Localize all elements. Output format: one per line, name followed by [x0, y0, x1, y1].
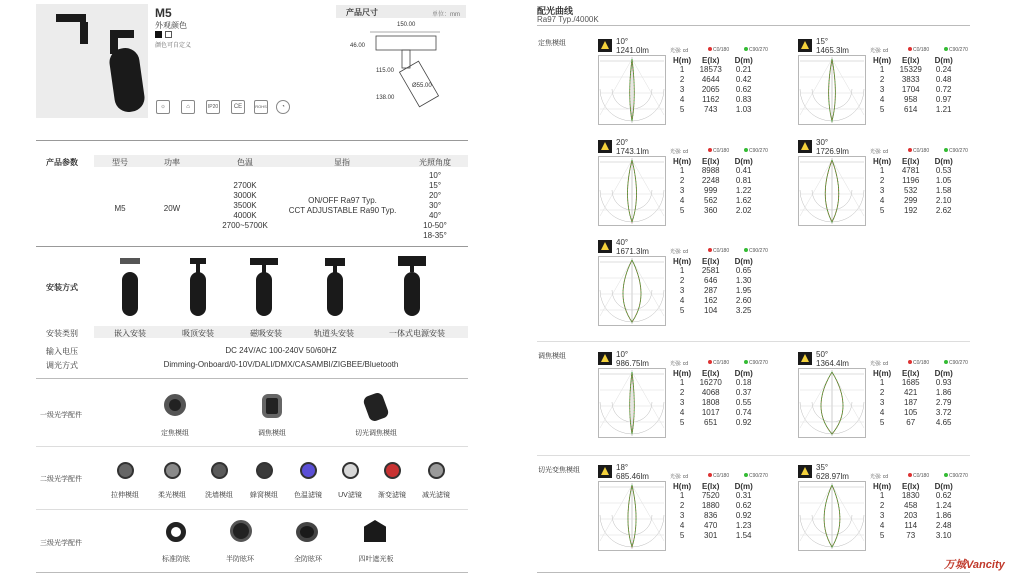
illuminance-table: H(m) E(lx) D(m) 1 16270 0.18 2 4068 0.37 3 1808 0.55 4 1017 0.74 5 651 0.92: [670, 369, 760, 428]
legend-c90: C90/270: [944, 148, 968, 154]
legend-c90: C90/270: [744, 148, 768, 154]
light-card: [598, 238, 770, 330]
install-type-surface: 吸顶安装: [182, 329, 214, 338]
table-row: 3 287 1.95: [679, 286, 752, 295]
beam-icon: [798, 352, 812, 365]
secondary-accessory-label: 洗墙模组: [205, 492, 233, 499]
secondary-accessory-label: 渐变滤镜: [378, 492, 406, 499]
illuminance-table: H(m) E(lx) D(m) 1 15329 0.24 2 3833 0.48 3 1704 0.72 4 958 0.97 5 614 1.21: [870, 56, 960, 115]
light-card: [598, 37, 770, 129]
luminous-flux: 1743.1lm: [616, 147, 649, 156]
section-zoom: 调焦模组: [538, 353, 566, 360]
table-row: 1 7520 0.31: [679, 491, 752, 500]
beam-angle: 10°: [616, 37, 629, 46]
primary-accessory-1: 定焦模组: [161, 430, 189, 437]
table-row: 1 1685 0.93: [879, 378, 952, 387]
size-unit: 单位：mm: [432, 12, 460, 18]
luminous-flux: 986.75lm: [616, 359, 649, 368]
legend-c0: C0/180: [708, 47, 729, 53]
ugr-icon: ◔: [276, 100, 290, 114]
secondary-accessories-label: 二级光学配件: [40, 476, 82, 483]
table-row: 4 114 2.48: [879, 521, 952, 530]
dim-diameter: Ø55.00: [412, 83, 432, 89]
install-type-integrated: 一体式电源安装: [389, 329, 445, 338]
luminous-flux: 1364.4lm: [816, 359, 849, 368]
fixture-magnetic: [250, 258, 278, 318]
beam-angle: 30°: [816, 138, 829, 147]
illuminance-table: H(m) E(lx) D(m) 1 7520 0.31 2 1880 0.62 3 836 0.92 4 470 1.23 5 301 1.54: [670, 482, 760, 541]
luminous-flux: 1671.3lm: [616, 247, 649, 256]
illuminance-table: H(m) E(lx) D(m) 1 8988 0.41 2 2248 0.81 3 999 1.22 4 562 1.62 5 360 2.02: [670, 157, 760, 216]
luminous-flux: 685.46lm: [616, 472, 649, 481]
table-row: 2 1880 0.62: [679, 501, 752, 510]
table-row: 5 192 2.62: [879, 206, 952, 215]
intensity-unit: 光强: cd: [870, 361, 889, 367]
intensity-unit: 光强: cd: [870, 474, 889, 480]
table-row: 3 1704 0.72: [879, 85, 952, 94]
legend-c0: C0/180: [908, 360, 929, 366]
tertiary-accessory-1: 标准防眩: [162, 556, 190, 563]
table-row: 2 646 1.30: [679, 276, 752, 285]
legend-c0: C0/180: [908, 473, 929, 479]
standard-antiglare-image: [166, 522, 186, 542]
table-row: 5 67 4.65: [879, 418, 952, 427]
half-antiglare-ring-image: [230, 520, 252, 542]
legend-c0: C0/180: [708, 248, 729, 254]
light-card: [598, 138, 770, 230]
luminous-flux: 628.97lm: [816, 472, 849, 481]
legend-c0: C0/180: [908, 47, 929, 53]
fixture-image: [36, 4, 148, 118]
table-row: 5 73 3.10: [879, 531, 952, 540]
primary-accessory-3: 切光调焦模组: [355, 430, 397, 437]
illuminance-table: H(m) E(lx) D(m) 1 2581 0.65 2 646 1.30 3 287 1.95 4 162 2.60 5 104 3.25: [670, 257, 760, 316]
fixture-integrated-driver: [398, 256, 426, 318]
table-row: 4 958 0.97: [879, 95, 952, 104]
filter-image: [384, 462, 401, 479]
param-power: 20W: [163, 204, 181, 213]
luminous-flux: 1465.3lm: [816, 46, 849, 55]
color-swatch-white: [165, 31, 172, 38]
secondary-accessory-label: 蜂窝模组: [250, 492, 278, 499]
legend-c0: C0/180: [708, 148, 729, 154]
table-row: 4 1017 0.74: [679, 408, 752, 417]
beam-icon: [798, 39, 812, 52]
polar-curve: [798, 368, 866, 438]
cut-zoom-module-image: [362, 391, 390, 422]
table-row: 2 2248 0.81: [679, 176, 752, 185]
beam-icon: [598, 240, 612, 253]
table-row: 2 4644 0.42: [679, 75, 752, 84]
polar-curve: [598, 256, 666, 326]
polar-curve: [598, 368, 666, 438]
illuminance-table: H(m) E(lx) D(m) 1 18573 0.21 2 4644 0.42 3 2065 0.62 4 1162 0.83 5 743 1.03: [670, 56, 760, 115]
table-row: 3 999 1.22: [679, 186, 752, 195]
tertiary-accessories-label: 三级光学配件: [40, 540, 82, 547]
legend-c90: C90/270: [744, 473, 768, 479]
table-row: 1 2581 0.65: [679, 266, 752, 275]
intensity-unit: 光强: cd: [870, 149, 889, 155]
beam-angle: 40°: [616, 238, 629, 247]
secondary-accessory-label: 色温滤镜: [294, 492, 322, 499]
legend-c0: C0/180: [708, 360, 729, 366]
legend-c90: C90/270: [944, 47, 968, 53]
polar-curve: [598, 156, 666, 226]
voltage-label: 输入电压: [46, 347, 78, 356]
polar-curve: [798, 156, 866, 226]
filter-image: [300, 462, 317, 479]
light-distribution-subtitle: Ra97 Typ./4000K: [537, 15, 599, 24]
dim-length: 138.00: [376, 95, 395, 101]
beam-angle: 15°: [816, 37, 829, 46]
beam-angle: 50°: [816, 350, 829, 359]
light-card: [798, 37, 970, 129]
secondary-accessory-label: 减光滤镜: [422, 492, 450, 499]
legend-c0: C0/180: [708, 473, 729, 479]
table-row: 4 1162 0.83: [679, 95, 752, 104]
param-cri-list: ON/OFF Ra97 Typ. CCT ADJUSTABLE Ra90 Typ.: [288, 196, 397, 215]
table-row: 3 532 1.58: [879, 186, 952, 195]
secondary-accessory-label: 拉伸模组: [111, 492, 139, 499]
param-cct-list: 2700K 3000K 3500K 4000K 2700~5700K: [222, 181, 268, 230]
beam-angle: 18°: [616, 463, 629, 472]
table-row: 5 743 1.03: [679, 105, 752, 114]
param-head-angle: 光照角度: [419, 158, 451, 167]
intensity-unit: 光强: cd: [670, 48, 689, 54]
tertiary-accessory-2: 半防眩环: [226, 556, 254, 563]
dimension-drawing: [360, 28, 450, 108]
color-swatch-black: [155, 31, 162, 38]
table-row: 5 614 1.21: [879, 105, 952, 114]
polar-curve: [598, 481, 666, 551]
dim-base-height: 46.00: [350, 43, 366, 49]
table-row: 2 4068 0.37: [679, 388, 752, 397]
light-distribution-title: 配光曲线: [537, 6, 574, 16]
table-row: 3 836 0.92: [679, 511, 752, 520]
zoom-module-image: [262, 394, 282, 418]
size-title: 产品尺寸: [346, 8, 378, 17]
secondary-accessory-label: UV滤镜: [338, 492, 362, 499]
flammable-surface-icon: ⌂: [181, 100, 195, 114]
fixture-track: [323, 258, 347, 318]
param-angle-list: 10° 15° 20° 30° 40° 10-50° 18-35°: [423, 171, 447, 240]
rohs-icon: ROHS: [254, 100, 268, 114]
intensity-unit: 光强: cd: [670, 474, 689, 480]
install-type-magnetic: 磁吸安装: [250, 329, 282, 338]
voltage-value: DC 24V/AC 100-240V 50/60HZ: [225, 346, 337, 355]
table-row: 3 187 2.79: [879, 398, 952, 407]
table-row: 2 421 1.86: [879, 388, 952, 397]
secondary-accessory-label: 柔光模组: [158, 492, 186, 499]
dimming-value: Dimming-Onboard/0-10V/DALI/DMX/CASAMBI/ZIGBEE/Bluetooth: [163, 360, 399, 369]
light-card: [798, 350, 970, 442]
table-row: 5 301 1.54: [679, 531, 752, 540]
intensity-unit: 光强: cd: [870, 48, 889, 54]
beam-icon: [598, 465, 612, 478]
section-cut-zoom: 切光变焦模组: [538, 467, 580, 474]
beam-angle: 20°: [616, 138, 629, 147]
beam-angle: 35°: [816, 463, 829, 472]
filter-image: [164, 462, 181, 479]
illuminance-table: H(m) E(lx) D(m) 1 1685 0.93 2 421 1.86 3 187 2.79 4 105 3.72 5 67 4.65: [870, 369, 960, 428]
beam-angle: 10°: [616, 350, 629, 359]
table-row: 1 18573 0.21: [679, 65, 752, 74]
table-row: 1 16270 0.18: [679, 378, 752, 387]
table-row: 1 4781 0.53: [879, 166, 952, 175]
table-row: 4 470 1.23: [679, 521, 752, 530]
intensity-unit: 光强: cd: [670, 149, 689, 155]
table-row: 1 15329 0.24: [879, 65, 952, 74]
dim-height: 115.00: [376, 68, 394, 74]
params-label: 产品参数: [46, 158, 78, 167]
legend-c90: C90/270: [744, 47, 768, 53]
table-row: 5 360 2.02: [679, 206, 752, 215]
four-leaf-barn-door-image: [364, 520, 386, 542]
param-head-power: 功率: [164, 158, 180, 167]
filter-image: [256, 462, 273, 479]
legend-c90: C90/270: [944, 360, 968, 366]
ce-icon: CE: [231, 100, 245, 114]
filter-image: [117, 462, 134, 479]
install-label: 安装方式: [46, 283, 78, 292]
legend-c90: C90/270: [744, 248, 768, 254]
polar-curve: [598, 55, 666, 125]
table-row: 2 1196 1.05: [879, 176, 952, 185]
table-row: 3 2065 0.62: [679, 85, 752, 94]
beam-icon: [798, 140, 812, 153]
full-antiglare-ring-image: [296, 522, 318, 542]
primary-accessories-label: 一级光学配件: [40, 412, 82, 419]
light-card: [598, 350, 770, 442]
table-row: 1 8988 0.41: [679, 166, 752, 175]
intensity-unit: 光强: cd: [670, 249, 689, 255]
luminous-flux: 1241.0lm: [616, 46, 649, 55]
luminous-flux: 1726.9lm: [816, 147, 849, 156]
illuminance-table: H(m) E(lx) D(m) 1 4781 0.53 2 1196 1.05 3 532 1.58 4 299 2.10 5 192 2.62: [870, 157, 960, 216]
filter-image: [428, 462, 445, 479]
fixed-focus-module-image: [164, 394, 186, 416]
light-card: [798, 138, 970, 230]
table-row: 2 458 1.24: [879, 501, 952, 510]
polar-curve: [798, 481, 866, 551]
intensity-unit: 光强: cd: [670, 361, 689, 367]
param-head-cri: 显指: [334, 158, 350, 167]
legend-c90: C90/270: [944, 473, 968, 479]
product-photo: [36, 4, 148, 118]
table-row: 1 1830 0.62: [879, 491, 952, 500]
beam-icon: [598, 140, 612, 153]
polar-curve: [798, 55, 866, 125]
primary-accessory-2: 调焦模组: [258, 430, 286, 437]
tertiary-accessory-3: 全防眩环: [294, 556, 322, 563]
param-head-cct: 色温: [237, 158, 253, 167]
table-row: 2 3833 0.48: [879, 75, 952, 84]
fixture-surface: [186, 258, 210, 318]
table-row: 4 562 1.62: [679, 196, 752, 205]
install-type-track: 轨道头安装: [314, 329, 354, 338]
appearance-label: 外观颜色: [155, 21, 187, 30]
table-row: 3 203 1.86: [879, 511, 952, 520]
light-card: [598, 463, 770, 555]
dimming-icon: ☼: [156, 100, 170, 114]
table-row: 5 651 0.92: [679, 418, 752, 427]
color-note: 颜色可自定义: [155, 43, 192, 49]
table-row: 4 162 2.60: [679, 296, 752, 305]
filter-image: [211, 462, 228, 479]
param-model: M5: [114, 204, 126, 213]
filter-image: [342, 462, 359, 479]
fixture-recessed: [118, 258, 142, 318]
brand-logo: 万城Vancity: [944, 559, 1005, 571]
table-row: 4 105 3.72: [879, 408, 952, 417]
illuminance-table: H(m) E(lx) D(m) 1 1830 0.62 2 458 1.24 3 203 1.86 4 114 2.48 5 73 3.10: [870, 482, 960, 541]
table-row: 4 299 2.10: [879, 196, 952, 205]
table-row: 3 1808 0.55: [679, 398, 752, 407]
beam-icon: [598, 39, 612, 52]
section-fixed-focus: 定焦模组: [538, 40, 566, 47]
light-card: [798, 463, 970, 555]
param-head-model: 型号: [112, 158, 128, 167]
model-title: M5: [155, 6, 172, 20]
dimming-label: 调光方式: [46, 361, 78, 370]
beam-icon: [798, 465, 812, 478]
install-type-label: 安装类别: [46, 329, 78, 338]
ip-rating-icon: IP20: [206, 100, 220, 114]
tertiary-accessory-4: 四叶遮光板: [358, 556, 394, 563]
dim-width: 150.00: [397, 22, 416, 28]
table-row: 5 104 3.25: [679, 306, 752, 315]
legend-c0: C0/180: [908, 148, 929, 154]
install-type-recessed: 嵌入安装: [114, 329, 146, 338]
legend-c90: C90/270: [744, 360, 768, 366]
beam-icon: [598, 352, 612, 365]
